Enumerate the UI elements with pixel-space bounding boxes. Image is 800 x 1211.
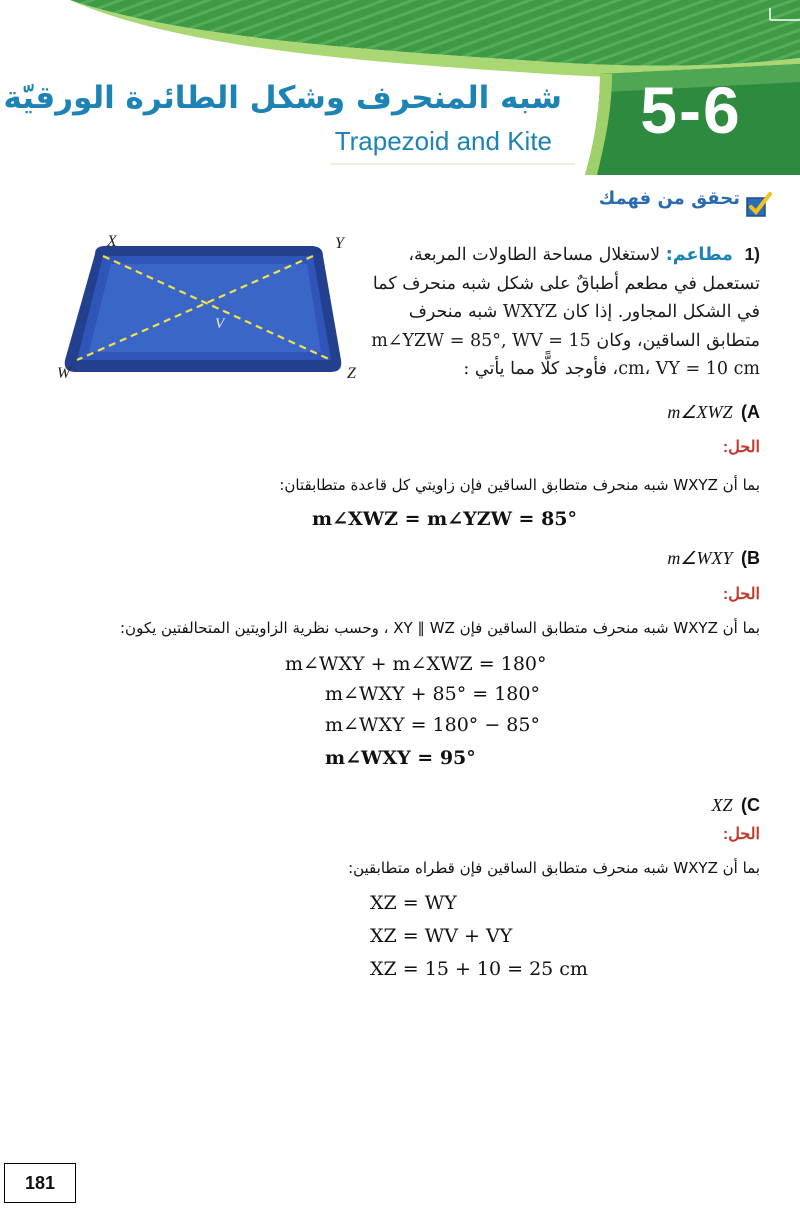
part-b-expression: m∠WXY: [667, 548, 733, 568]
vertex-label-y: Y: [335, 235, 344, 252]
part-b-equation-3: m∠WXY = 180° − 85°: [325, 714, 540, 736]
lesson-title-arabic: شبه المنحرف وشكل الطائرة الورقيّة: [3, 80, 562, 116]
vertex-label-v: V: [215, 316, 225, 332]
part-b-prompt: [667, 548, 760, 569]
part-c-expression: XZ: [711, 795, 733, 815]
part-b-equation-1: m∠WXY + m∠XWZ = 180°: [285, 653, 547, 675]
part-c-prompt: [711, 795, 760, 816]
problem-statement: [365, 240, 760, 384]
lesson-number: 5-6: [640, 73, 742, 147]
part-c-letter: (C: [741, 795, 760, 815]
part-c-equation-2: XZ = WV + VY: [370, 925, 513, 947]
problem-text: لاستغلال مساحة الطاولات المربعة، تستعمل في مطعم أطباقٌ على شكل شبه منحرف كما في الشكل المجاور. إذا كان WXYZ شبه منحرف متطابق الساقين، وكان m∠YZW = 85°, WV = 15 cm، VY = 10 cm، فأوجد كلًّا مما يأتي :: [371, 245, 760, 379]
part-b-solution-label: الحل:: [722, 586, 760, 603]
trapezoid-tray-figure: [55, 232, 360, 382]
part-c-equation-1: XZ = WY: [370, 892, 457, 914]
problem-keyword: مطاعم:: [665, 245, 733, 265]
part-b-letter: (B: [741, 548, 760, 568]
part-b-equation-2: m∠WXY + 85° = 180°: [325, 683, 540, 705]
vertex-label-w: W: [57, 365, 71, 382]
vertex-label-z: Z: [347, 365, 356, 382]
part-c-statement: بما أن WXYZ شبه منحرف متطابق الساقين فإن قطراه متطابقين:: [348, 859, 760, 877]
part-a-expression: m∠XWZ: [667, 402, 733, 422]
checkbox-icon: [744, 190, 774, 220]
part-b-equation-4: m∠WXY = 95°: [325, 747, 476, 769]
problem-number: (1: [744, 244, 760, 264]
part-a-solution-label: الحل:: [722, 439, 760, 456]
part-c-equation-3: XZ = 15 + 10 = 25 cm: [370, 958, 588, 980]
check-understanding-label: تحقق من فهمك: [598, 188, 740, 209]
part-c-solution-label: الحل:: [722, 826, 760, 843]
part-a-equation: m∠XWZ = m∠YZW = 85°: [312, 508, 578, 530]
lesson-title-english: Trapezoid and Kite: [334, 126, 552, 156]
page-number: 181: [4, 1163, 76, 1203]
vertex-label-x: X: [107, 233, 117, 250]
part-b-statement: بما أن WXYZ شبه منحرف متطابق الساقين فإن XY ∥ WZ ، وحسب نظرية الزاويتين المتحالفتين يكون:: [120, 619, 760, 637]
part-a-statement: بما أن WXYZ شبه منحرف متطابق الساقين فإن زاويتي كل قاعدة متطابقتان:: [279, 476, 760, 494]
part-a-prompt: [667, 402, 760, 423]
part-a-letter: (A: [741, 402, 760, 422]
